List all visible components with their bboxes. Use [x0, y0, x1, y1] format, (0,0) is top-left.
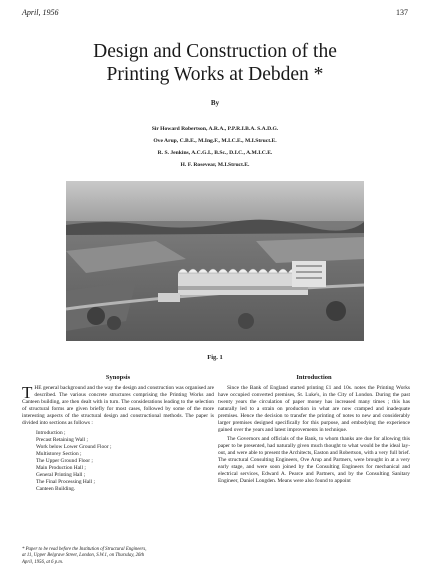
introduction-column [218, 385, 410, 485]
aerial-photograph [66, 181, 364, 341]
page-number: 137 [396, 8, 408, 17]
author-2: Ove Arup, C.B.E., M.Ing.F., M.I.C.E., M.I.Struct.E. [153, 138, 277, 144]
footnote-line-1: * Paper to be read before the Institution of Structural Engineers, [22, 547, 147, 552]
tree [87, 307, 105, 325]
author-3: R. S. Jenkins, A.C.G.I., B.Sc., D.I.C., A.M.I.C.E. [157, 150, 273, 156]
section-list-item: Canteen Building. [36, 486, 76, 492]
tree [238, 313, 254, 329]
drop-cap: T [22, 383, 33, 402]
window-row [296, 271, 322, 273]
footnote-line-3: April, 1956, at 6 p.m. [22, 559, 64, 565]
figure-caption: Fig. 1 [207, 354, 223, 361]
section-list-item: Work below Lower Ground Floor ; [36, 444, 112, 450]
window-row [296, 277, 322, 279]
synopsis-heading: Synopsis [105, 374, 131, 381]
section-list-item: The Upper Ground Floor ; [36, 458, 93, 464]
synopsis-text: HE general background and the way the design and construction was organised are described. The various concrete structures comprising the Printing Works and Canteen building, are then dealt with in turn. The considerations leading to the selection of structural forms are given briefly for most cases, followed by some of the more interesting aspects of the structural design and constructional methods. The paper is divided into sections as follows : [22, 385, 214, 426]
section-list-item: Main Production Hall ; [36, 465, 86, 471]
introduction-heading: Introduction [296, 374, 332, 381]
author-list [0, 123, 430, 171]
section-list [36, 430, 214, 493]
section-list-item: Multistorey Section ; [36, 451, 82, 457]
author-1: Sir Howard Robertson, A.R.A., P.P.R.I.B.A. S.A.D.G. [151, 126, 279, 132]
section-list-item: The Final Processing Hall ; [36, 479, 95, 485]
by-label: By [210, 99, 220, 107]
canteen-building [158, 293, 180, 302]
issue-date: April, 1956 [22, 8, 59, 17]
section-list-item: Introduction ; [36, 430, 66, 436]
window-row [296, 265, 322, 267]
synopsis-paragraph [22, 385, 214, 427]
paper-title [0, 40, 430, 86]
section-list-item: General Printing Hall ; [36, 472, 86, 478]
aerial-photo-drawing [66, 181, 364, 341]
title-line-1: Design and Construction of the [93, 41, 337, 62]
author-4: H. F. Rosevear, M.I.Struct.E. [180, 162, 250, 168]
footnote [22, 547, 214, 566]
tree [326, 301, 346, 321]
tree [107, 316, 121, 330]
sky [66, 181, 364, 223]
footnote-line-2: at 11, Upper Belgrave Street, London, S.W.1, on Thursday, 26th [22, 553, 145, 559]
window-band [178, 286, 308, 290]
multistorey-block [292, 261, 326, 287]
introduction-paragraph-1: Since the Bank of England started printing £1 and 10s. notes the Printing Works have occupied converted premises, St. Luke's, in the City of London. During the past twenty years the circulation of paper money has increased many times ; this has naturally led to a strain on production in what are now cramped and inadequate premises. Hence the decision to transfer the printing of notes to new and considerably larger premises designed specifically for this purpose, and embodying the experience gained over the years and latest improvements in technique. [218, 385, 410, 433]
synopsis-column [22, 385, 214, 493]
introduction-paragraph-2: The Governors and officials of the Bank, to whom thanks are due for allowing this paper to be presented, had naturally given much thought to what would be the ideal lay-out, and were able to present the Architects, Easton and Robertson, with a very full brief. The structural Consulting Engineers, Ove Arup and Partners, were brought in at a very early stage, and were soon joined by the Consulting Engineers for mechanical and electrical services, Edward A. Pearce and Partners, and by the Consulting Sanitary Engineer, Daniel Longden. Means were also found to appoint [218, 436, 410, 484]
title-line-2: Printing Works at Debden * [106, 64, 324, 85]
section-list-item: Precast Retaining Wall ; [36, 437, 89, 443]
printing-works-building [178, 273, 308, 295]
